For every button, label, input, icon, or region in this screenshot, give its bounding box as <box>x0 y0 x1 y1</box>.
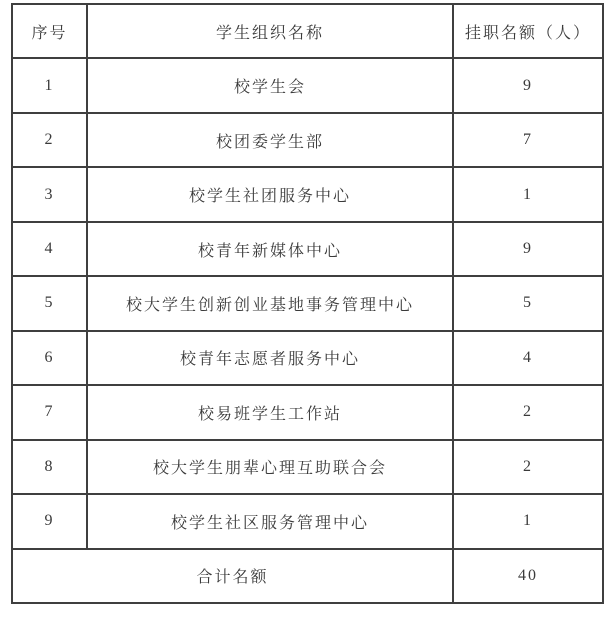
table-row <box>12 494 603 548</box>
org-name-cell: 校易班学生工作站 <box>87 385 453 439</box>
org-name-cell: 校学生会 <box>87 58 453 112</box>
row-no: 3 <box>12 167 87 221</box>
quota-cell: 4 <box>453 331 603 385</box>
header-row <box>12 4 603 58</box>
table-row <box>12 385 603 439</box>
quota-cell: 1 <box>453 167 603 221</box>
table-row <box>12 222 603 276</box>
org-name-cell: 校学生社区服务管理中心 <box>87 494 453 548</box>
org-name-cell: 校青年志愿者服务中心 <box>87 331 453 385</box>
row-no: 9 <box>12 494 87 548</box>
row-no: 1 <box>12 58 87 112</box>
org-name-cell: 校大学生创新创业基地事务管理中心 <box>87 276 453 330</box>
quota-cell: 1 <box>453 494 603 548</box>
student-organization-quota-table <box>11 3 604 604</box>
quota-cell: 2 <box>453 385 603 439</box>
table-row <box>12 440 603 494</box>
total-row <box>12 549 603 603</box>
quota-cell: 9 <box>453 222 603 276</box>
total-value-cell: 40 <box>453 549 603 603</box>
table-row <box>12 331 603 385</box>
org-name-cell: 校大学生朋辈心理互助联合会 <box>87 440 453 494</box>
quota-cell: 2 <box>453 440 603 494</box>
table-row <box>12 58 603 112</box>
row-no: 8 <box>12 440 87 494</box>
quota-cell: 5 <box>453 276 603 330</box>
total-label-cell: 合计名额 <box>12 549 453 603</box>
table-row <box>12 167 603 221</box>
org-name-cell: 校学生社团服务中心 <box>87 167 453 221</box>
org-name-cell: 校团委学生部 <box>87 113 453 167</box>
table-row <box>12 113 603 167</box>
row-no: 2 <box>12 113 87 167</box>
row-no: 5 <box>12 276 87 330</box>
header-quota: 挂职名额（人） <box>453 4 603 58</box>
row-no: 7 <box>12 385 87 439</box>
row-no: 6 <box>12 331 87 385</box>
row-no: 4 <box>12 222 87 276</box>
header-no: 序号 <box>12 4 87 58</box>
org-name-cell: 校青年新媒体中心 <box>87 222 453 276</box>
table-row <box>12 276 603 330</box>
quota-cell: 7 <box>453 113 603 167</box>
header-org-name: 学生组织名称 <box>87 4 453 58</box>
quota-cell: 9 <box>453 58 603 112</box>
